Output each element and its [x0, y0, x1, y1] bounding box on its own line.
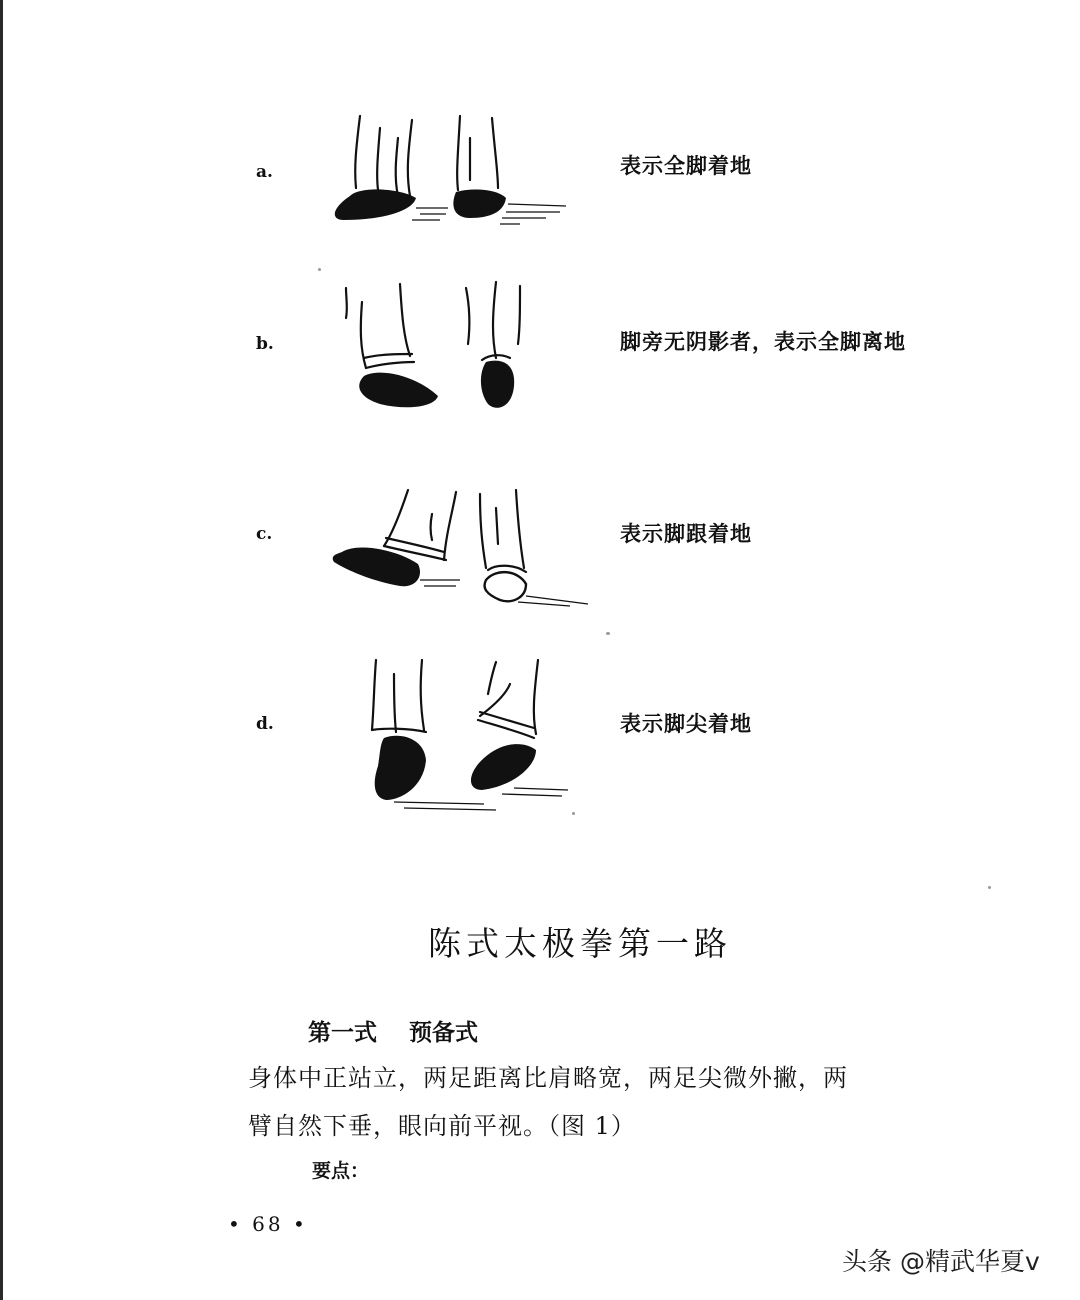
- figure-a: [0, 100, 1080, 250]
- chapter-title: 陈式太极拳第一路: [428, 924, 732, 963]
- section-name: 预备式: [409, 1020, 478, 1046]
- figure-d: [0, 650, 1080, 820]
- section-body: [248, 1054, 988, 1150]
- scan-speck: [572, 812, 575, 815]
- figure-caption: 表示脚尖着地: [620, 712, 752, 736]
- figure-caption: 脚旁无阴影者，表示全脚离地: [620, 330, 906, 354]
- section-number: 第一式: [308, 1020, 377, 1046]
- body-line: 臂自然下垂，眼向前平视。（图 1）: [248, 1112, 636, 1140]
- feet-flat-icon: [320, 108, 580, 238]
- figure-caption: 表示全脚着地: [620, 154, 752, 178]
- figure-label: b.: [256, 334, 274, 354]
- feet-heel-icon: [320, 484, 600, 614]
- section-heading: [308, 1014, 478, 1047]
- figure-b: [0, 270, 1080, 430]
- figure-label: a.: [256, 162, 273, 182]
- key-points-label: 要点：: [312, 1160, 370, 1182]
- figure-c: [0, 480, 1080, 620]
- figure-label: d.: [256, 714, 274, 734]
- page-number: • 68 •: [228, 1212, 308, 1236]
- scan-speck: [606, 632, 610, 635]
- feet-toe-icon: [320, 654, 600, 819]
- feet-lifted-icon: [320, 278, 580, 418]
- figure-caption: 表示脚跟着地: [620, 522, 752, 546]
- figure-label: c.: [256, 524, 273, 544]
- scan-speck: [988, 886, 991, 889]
- scan-speck: [318, 268, 321, 271]
- body-line: 身体中正站立，两足距离比肩略宽，两足尖微外撇，两: [248, 1064, 848, 1092]
- watermark: 头条 @精武华夏v: [842, 1247, 1040, 1276]
